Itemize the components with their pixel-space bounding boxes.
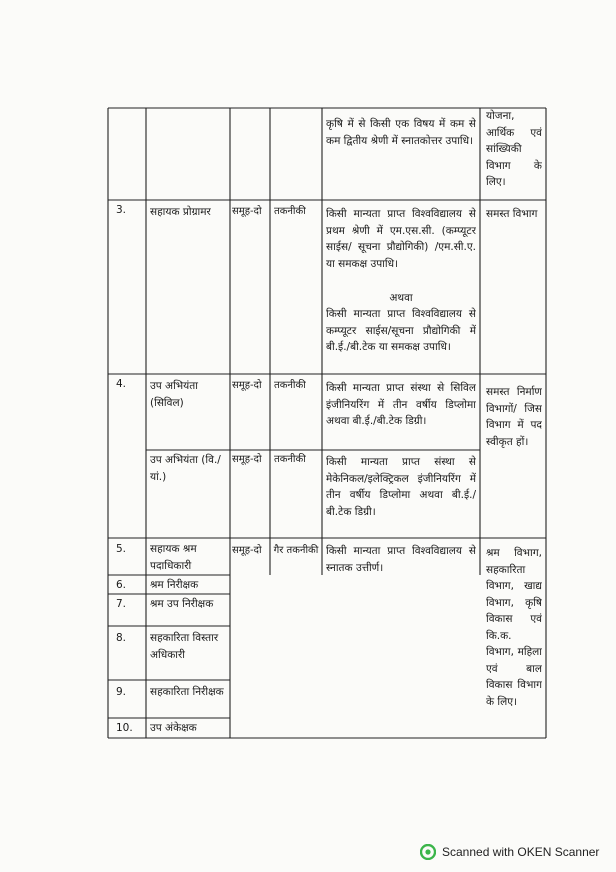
row4b-post: उप अभियंता (वि./यां.): [150, 454, 221, 483]
row3-qualification-1: किसी मान्यता प्राप्त विश्वविद्यालय से प्रथम श्रेणी में एम.एस.सी. (कम्प्यूटर साईस/ सूचना प्रौद्योगिकी) /एम.सी.ए. या समकक्ष उपाधि।: [326, 208, 476, 270]
oken-scanner-logo-icon: [420, 844, 436, 860]
row3-category: तकनीकी: [274, 206, 306, 217]
row3-post: सहायक प्रोग्रामर: [150, 206, 211, 218]
cont-qualification: कृषि में से किसी एक विषय में कम से कम द्वितीय श्रेणी में स्नातकोत्तर उपाधि।: [326, 118, 476, 147]
row4-departments: समस्त निर्माण विभागों/ जिस विभाग में पद स्वीकृत हों।: [486, 386, 542, 448]
row4a-qualification: किसी मान्यता प्राप्त संस्था से सिविल इंजीनियरिंग में तीन वर्षीय डिप्लोमा अथवा बी.ई./बी.टेक डिग्री।: [326, 382, 476, 427]
group5-qualification: किसी मान्यता प्राप्त विश्वविद्यालय से स्नातक उत्तीर्ण।: [326, 545, 476, 574]
row7-post: श्रम उप निरीक्षक: [150, 598, 214, 610]
row10-post: उप अंकेक्षक: [150, 722, 197, 734]
row3-or-text: अथवा: [389, 292, 413, 304]
group5-category: गैर तकनीकी: [273, 545, 319, 556]
row4a-category: तकनीकी: [274, 380, 306, 391]
row6-sno: 6.: [116, 579, 127, 591]
row8-sno: 8.: [116, 632, 127, 644]
row4b-qualification: किसी मान्यता प्राप्त संस्था से मेकेनिकल/इलेक्ट्रिकल इंजीनियरिंग में तीन वर्षीय डिप्लोमा अथवा बी.ई./बी.टेक डिग्री।: [326, 456, 476, 518]
row6-post: श्रम निरीक्षक: [150, 579, 199, 591]
row9-post: सहकारिता निरीक्षक: [150, 686, 224, 698]
row10-sno: 10.: [116, 722, 133, 734]
row7-sno: 7.: [116, 598, 127, 610]
row5-sno: 5.: [116, 543, 127, 555]
row4a-post: उप अभियंता (सिविल): [150, 380, 198, 409]
row3-group: समूह-दो: [232, 206, 262, 217]
group5-departments: श्रम विभाग, सहकारिता विभाग, खाद्य विभाग, कृषि विकास एवं कि.क. विभाग, महिला एवं बाल विकास विभाग के लिए।: [486, 547, 542, 708]
row3-sno: 3.: [116, 204, 127, 216]
row9-sno: 9.: [116, 686, 127, 698]
cont-departments: योजना, आर्थिक एवं सांख्यिकी विभाग के लिए।: [486, 110, 542, 188]
row4-sno: 4.: [116, 378, 127, 390]
row5-post: सहायक श्रम पदाधिकारी: [150, 543, 197, 572]
row3-departments: समस्त विभाग: [486, 208, 538, 220]
scanner-footer: [420, 842, 599, 862]
row4b-category: तकनीकी: [274, 454, 306, 465]
row4b-group: समूह-दो: [232, 454, 262, 465]
row3-qualification-2: किसी मान्यता प्राप्त विश्वविद्यालय से कम्प्यूटर साईस/सूचना प्रौद्योगिकी में बी.ई./बी.टेक या समकक्ष उपाधि।: [326, 308, 476, 353]
row8-post: सहकारिता विस्तार अधिकारी: [150, 632, 219, 661]
row4a-group: समूह-दो: [232, 380, 262, 391]
group5-group: समूह-दो: [232, 545, 262, 556]
scanner-footer-text: Scanned with OKEN Scanner: [442, 845, 600, 859]
